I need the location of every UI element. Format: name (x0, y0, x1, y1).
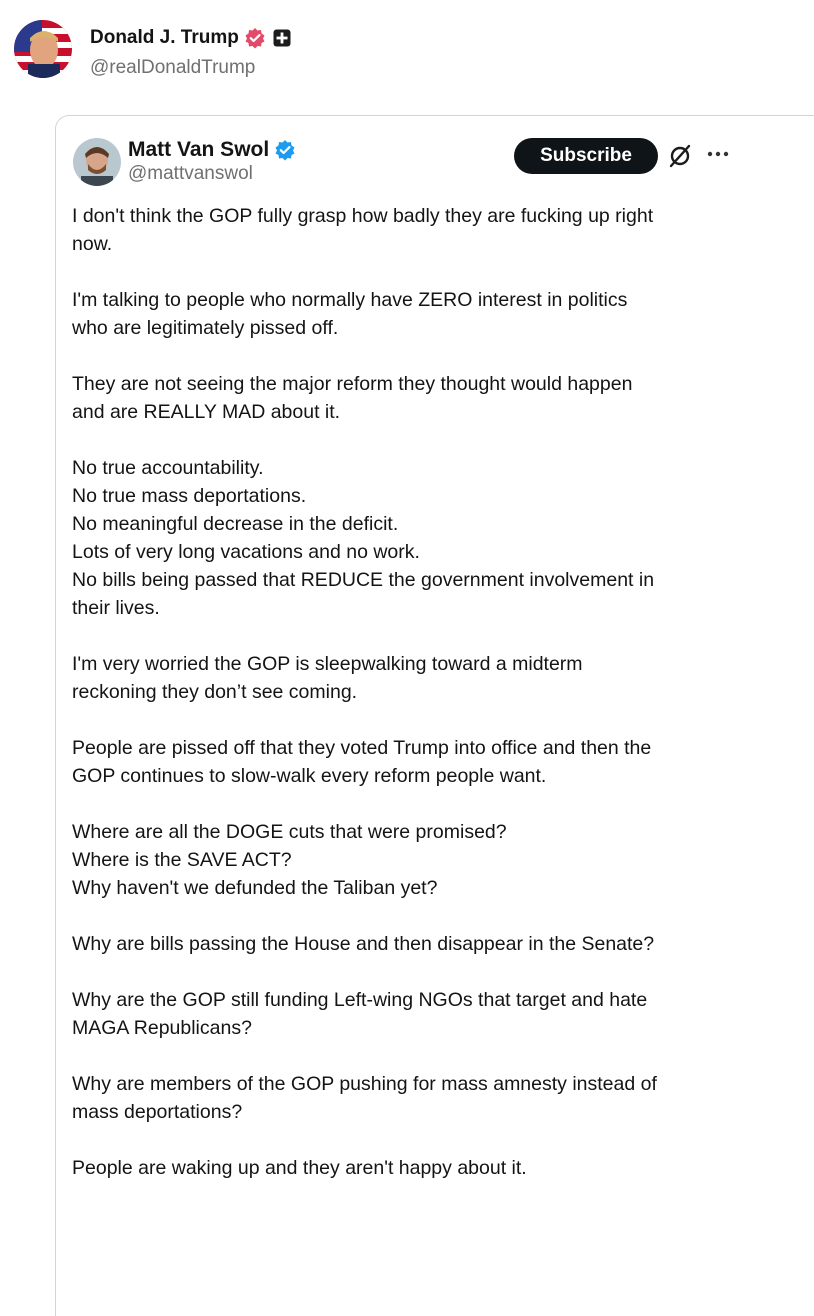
post-text-line: who are legitimately pissed off. (72, 317, 339, 339)
quoted-name-row (128, 136, 296, 164)
verified-check-icon (274, 139, 296, 161)
post-text-line: People are waking up and they aren't happy about it. (72, 1157, 527, 1179)
post-text-line: No true mass deportations. (72, 485, 307, 507)
post-paragraph (72, 650, 762, 706)
poster-avatar[interactable] (14, 20, 72, 78)
post-paragraph (72, 986, 762, 1042)
poster-name-row (90, 25, 291, 51)
quoted-author-handle[interactable]: @mattvanswol (128, 163, 253, 184)
post-text-line: Why haven't we defunded the Taliban yet? (72, 877, 438, 899)
post-text-line: MAGA Republicans? (72, 1017, 252, 1039)
post-text-line: No true accountability. (72, 457, 264, 479)
post-paragraph (72, 286, 762, 342)
post-paragraph (72, 734, 762, 790)
post-text-line: Why are bills passing the House and then disappear in the Senate? (72, 933, 655, 955)
quoted-author-name[interactable]: Matt Van Swol (128, 138, 270, 161)
post-paragraph (72, 930, 762, 958)
post-text-line: I'm talking to people who normally have ZERO interest in politics (72, 289, 628, 311)
post-text-line: Where are all the DOGE cuts that were promised? (72, 821, 507, 843)
post-text-line: and are REALLY MAD about it. (72, 401, 341, 423)
plus-square-icon (273, 29, 291, 47)
post-text-line: No bills being passed that REDUCE the government involvement in (72, 569, 655, 591)
post-text-line: They are not seeing the major reform they thought would happen (72, 373, 633, 395)
post-text-line: Lots of very long vacations and no work. (72, 541, 420, 563)
verified-badge-icon (244, 27, 266, 49)
post-text-line: Where is the SAVE ACT? (72, 849, 292, 871)
post-text-line: People are pissed off that they voted Trump into office and then the (72, 737, 652, 759)
post-text-line: reckoning they don’t see coming. (72, 681, 358, 703)
post-paragraph (72, 1070, 762, 1126)
post-paragraph (72, 370, 762, 426)
poster-handle[interactable]: @realDonaldTrump (90, 57, 256, 78)
post-paragraph (72, 202, 762, 258)
quoted-author-avatar[interactable] (73, 138, 121, 186)
post-text-line: their lives. (72, 597, 160, 619)
post-text-line: now. (72, 233, 113, 255)
post-text-line: mass deportations? (72, 1101, 243, 1123)
post-text-line: GOP continues to slow-walk every reform people want. (72, 765, 547, 787)
post-text-line: No meaningful decrease in the deficit. (72, 513, 399, 535)
quoted-post-text (72, 202, 762, 1210)
post-text-line: Why are the GOP still funding Left-wing NGOs that target and hate (72, 989, 648, 1011)
grok-icon[interactable] (667, 143, 693, 169)
post-paragraph (72, 1154, 762, 1182)
post-paragraph (72, 818, 762, 902)
post-paragraph (72, 454, 762, 622)
post-text-line: I'm very worried the GOP is sleepwalking toward a midterm (72, 653, 583, 675)
post-text-line: I don't think the GOP fully grasp how badly they are fucking up right (72, 205, 654, 227)
post-text-line: Why are members of the GOP pushing for mass amnesty instead of (72, 1073, 657, 1095)
subscribe-button[interactable]: Subscribe (514, 138, 658, 174)
poster-name[interactable]: Donald J. Trump (90, 27, 239, 48)
more-options-icon[interactable] (704, 140, 732, 168)
